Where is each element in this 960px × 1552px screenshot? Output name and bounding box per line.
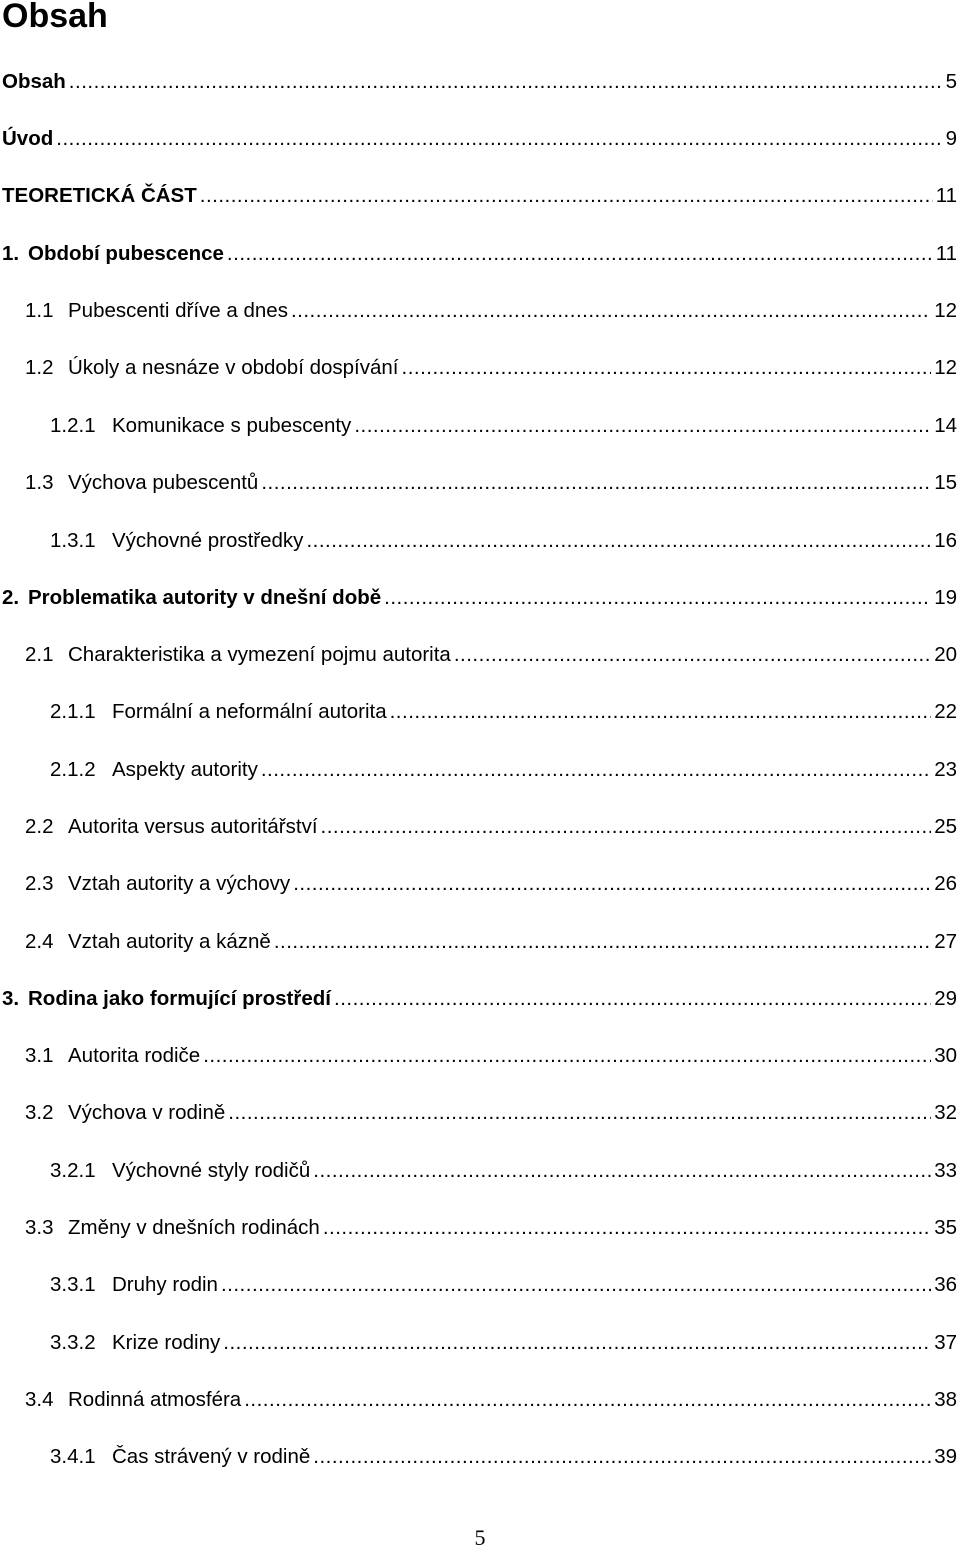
toc-entry-page: 5 [945,70,957,93]
toc-dot-leader [313,1156,931,1186]
toc-entry-page: 29 [934,987,957,1010]
toc-entry-3-2-1[interactable] [50,1156,957,1186]
toc-entry-title: Problematika autority v dnešní době [28,586,382,609]
toc-entry-number: 3.1 [25,1044,54,1067]
toc-entry-title: Čas strávený v rodině [112,1445,311,1468]
toc-entry-number: 2.1 [25,643,54,666]
toc-entry-title: Výchova v rodině [68,1101,226,1124]
toc-entry-number: 3.2 [25,1101,54,1124]
toc-dot-leader [384,583,931,613]
toc-entry-page: 9 [945,127,957,150]
toc-entry-3-1[interactable] [25,1041,957,1071]
toc-entry-page: 32 [934,1101,957,1124]
toc-entry-title: Aspekty autority [112,758,258,781]
toc-entry-1-3[interactable] [25,468,957,498]
toc-entry-title: Úkoly a nesnáze v období dospívání [68,356,399,379]
toc-entry-page: 12 [934,356,957,379]
toc-entry-number: 2.1.2 [50,758,96,781]
toc-entry-1-2[interactable] [25,353,957,383]
toc-entry-2-1[interactable] [25,640,957,670]
toc-entry-title: Vztah autority a kázně [68,930,271,953]
toc-entry-chapter-1[interactable] [2,239,957,269]
toc-dot-leader [227,239,933,269]
toc-dot-leader [203,1041,931,1071]
toc-entry-number: 3.3 [25,1216,54,1239]
toc-dot-leader [293,869,931,899]
toc-entry-1-3-1[interactable] [50,526,957,556]
toc-entry-title: Výchova pubescentů [68,471,259,494]
toc-entry-title: Rodinná atmosféra [68,1388,242,1411]
toc-entry-obsah[interactable] [2,67,957,97]
toc-entry-title: Komunikace s pubescenty [112,414,352,437]
toc-entry-number: 2.1.1 [50,700,96,723]
toc-entry-title: Druhy rodin [112,1273,218,1296]
toc-dot-leader [354,411,931,441]
toc-entry-title: Autorita rodiče [68,1044,201,1067]
toc-dot-leader [323,1213,931,1243]
page-title: Obsah [2,0,108,35]
toc-dot-leader [200,181,933,211]
toc-entry-2-3[interactable] [25,869,957,899]
toc-dot-leader [291,296,931,326]
toc-dot-leader [56,124,942,154]
toc-entry-3-3-1[interactable] [50,1270,957,1300]
toc-entry-number: 2.2 [25,815,54,838]
toc-entry-number: 3. [2,987,20,1010]
toc-entry-3-3[interactable] [25,1213,957,1243]
toc-entry-number: 1. [2,242,20,265]
toc-entry-title: Autorita versus autoritářství [68,815,318,838]
toc-entry-title: Rodina jako formující prostředí [28,987,331,1010]
toc-entry-2-1-2[interactable] [50,755,957,785]
toc-entry-page: 14 [934,414,957,437]
toc-entry-number: 3.2.1 [50,1159,96,1182]
toc-dot-leader [334,984,931,1014]
toc-entry-title: Pubescenti dříve a dnes [68,299,288,322]
toc-entry-page: 26 [934,872,957,895]
toc-entry-page: 20 [934,643,957,666]
toc-entry-number: 1.1 [25,299,54,322]
toc-dot-leader [274,927,931,957]
toc-entry-page: 12 [934,299,957,322]
toc-entry-page: 38 [934,1388,957,1411]
toc-entry-title: Období pubescence [28,242,224,265]
toc-entry-number: 2. [2,586,20,609]
toc-entry-title: Výchovné prostředky [112,529,304,552]
toc-entry-1-1[interactable] [25,296,957,326]
toc-entry-number: 1.3.1 [50,529,96,552]
toc-dot-leader [244,1385,931,1415]
toc-entry-number: 2.4 [25,930,54,953]
toc-entry-page: 19 [934,586,957,609]
toc-dot-leader [261,755,931,785]
toc-entry-2-4[interactable] [25,927,957,957]
toc-entry-page: 30 [934,1044,957,1067]
toc-dot-leader [261,468,931,498]
toc-entry-page: 35 [934,1216,957,1239]
toc-entry-1-2-1[interactable] [50,411,957,441]
toc-dot-leader [306,526,931,556]
toc-entry-3-2[interactable] [25,1098,957,1128]
toc-entry-page: 22 [934,700,957,723]
toc-entry-page: 39 [934,1445,957,1468]
toc-entry-3-4-1[interactable] [50,1442,957,1472]
toc-entry-number: 3.4.1 [50,1445,96,1468]
toc-entry-teoreticka-cast[interactable] [2,181,957,211]
toc-entry-page: 16 [934,529,957,552]
toc-entry-page: 33 [934,1159,957,1182]
toc-dot-leader [223,1328,931,1358]
toc-entry-chapter-3[interactable] [2,984,957,1014]
toc-dot-leader [228,1098,931,1128]
page-number: 5 [474,1525,486,1550]
toc-dot-leader [454,640,931,670]
toc-dot-leader [321,812,932,842]
toc-entry-chapter-2[interactable] [2,583,957,613]
toc-entry-2-2[interactable] [25,812,957,842]
toc-entry-2-1-1[interactable] [50,697,957,727]
toc-entry-number: 2.3 [25,872,54,895]
toc-dot-leader [402,353,932,383]
toc-dot-leader [69,67,943,97]
toc-entry-page: 37 [934,1331,957,1354]
toc-entry-uvod[interactable] [2,124,957,154]
toc-entry-title: Úvod [2,127,54,150]
toc-dot-leader [313,1442,931,1472]
toc-entry-number: 1.2 [25,356,54,379]
toc-entry-page: 36 [934,1273,957,1296]
toc-entry-number: 1.3 [25,471,54,494]
toc-entry-page: 27 [934,930,957,953]
toc-entry-page: 15 [934,471,957,494]
toc-entry-page: 11 [935,242,957,265]
toc-entry-page: 23 [934,758,957,781]
toc-entry-page: 25 [934,815,957,838]
toc-entry-title: Výchovné styly rodičů [112,1159,311,1182]
toc-entry-title: Změny v dnešních rodinách [68,1216,320,1239]
toc-entry-3-4[interactable] [25,1385,957,1415]
toc-entry-title: Krize rodiny [112,1331,221,1354]
toc-entry-number: 3.4 [25,1388,54,1411]
toc-entry-number: 3.3.1 [50,1273,96,1296]
toc-entry-number: 3.3.2 [50,1331,96,1354]
toc-entry-page: 11 [935,184,957,207]
toc-entry-title: Formální a neformální autorita [112,700,387,723]
toc-entry-title: Charakteristika a vymezení pojmu autorita [68,643,451,666]
toc-entry-title: Vztah autority a výchovy [68,872,291,895]
toc-entry-title: Obsah [2,70,66,93]
toc-dot-leader [221,1270,931,1300]
toc-entry-title: TEORETICKÁ ČÁST [2,184,197,207]
toc-entry-3-3-2[interactable] [50,1328,957,1358]
toc-entry-number: 1.2.1 [50,414,96,437]
toc-dot-leader [390,697,932,727]
